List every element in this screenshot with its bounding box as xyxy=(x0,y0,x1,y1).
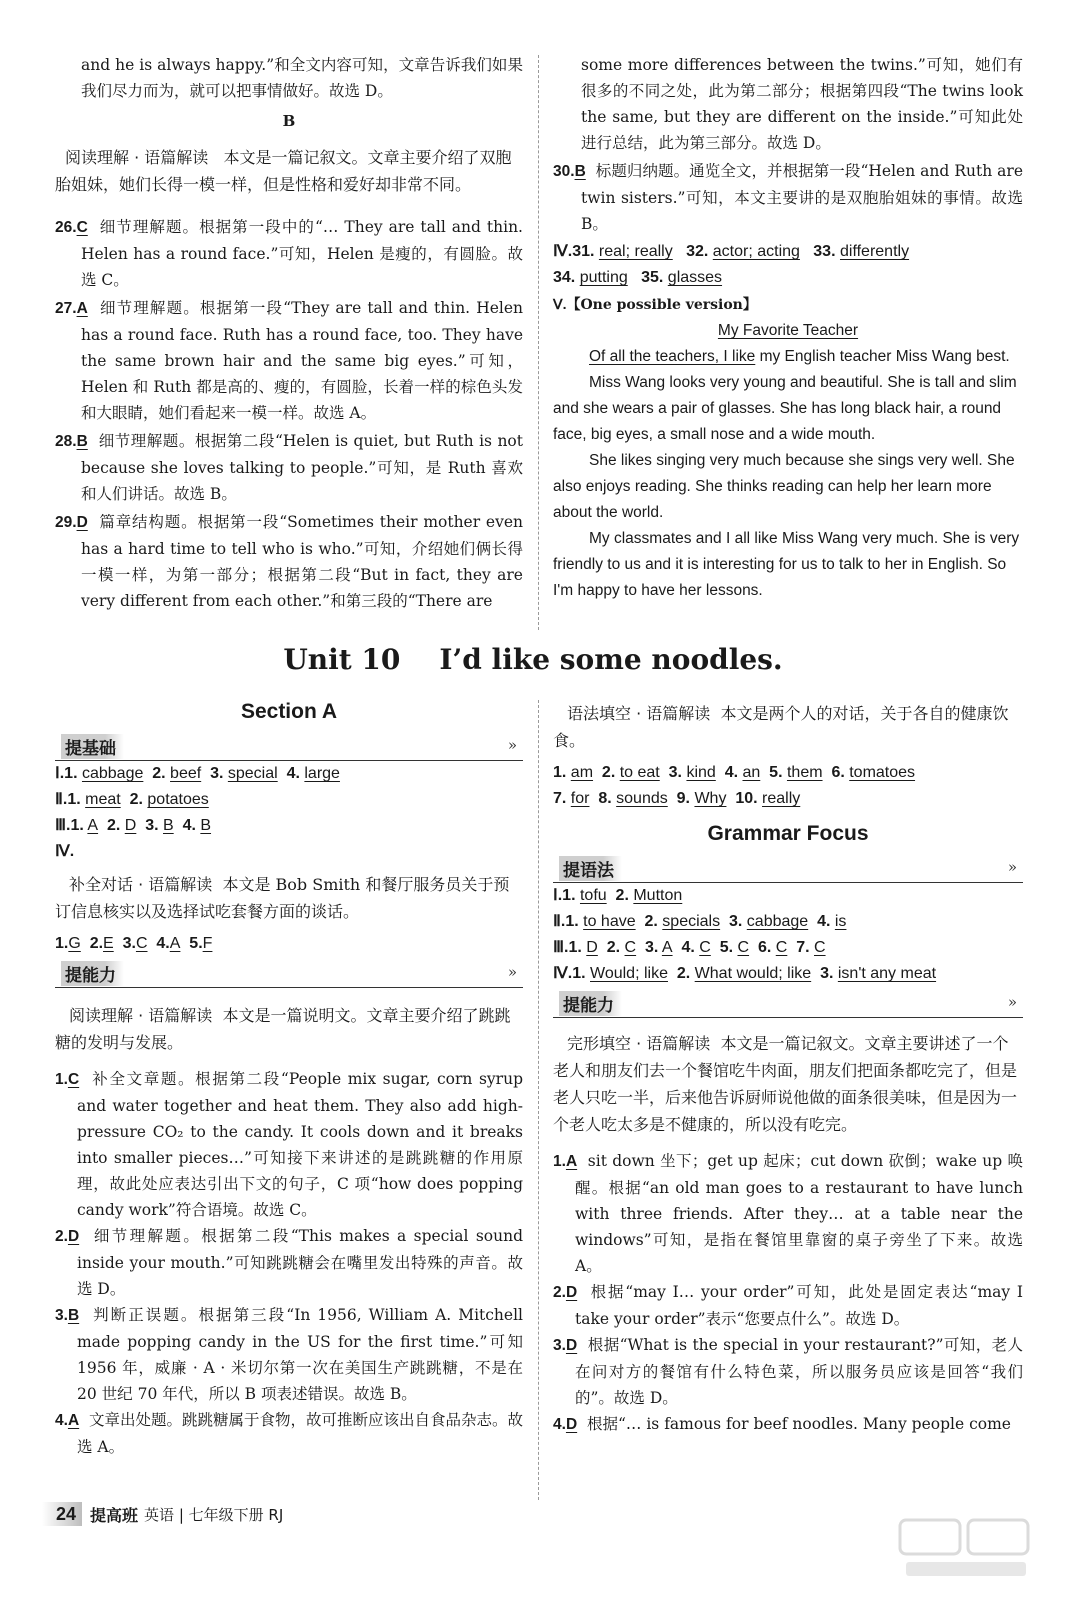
answer-letter: B xyxy=(574,163,586,180)
right-bottom-column xyxy=(553,700,1023,1438)
part-v-header: Ⅴ.【One possible version】 xyxy=(553,296,757,313)
page-number: 24 xyxy=(42,1502,82,1526)
answer-30: 30.B 标题归纳题。通览全文，并根据第一段“Helen and Ruth are twin sisters.”可知，本文主要讲的是双胞胎姐妹的事情。故选 B。 xyxy=(553,162,1024,233)
grammar-fill-intro: 语法填空 · 语篇解读 本文是两个人的对话，关于各自的健康饮食。 xyxy=(553,704,1009,750)
grammar-bar: 提语法 » xyxy=(553,856,1023,883)
part-iii-answers: Ⅲ.1. A 2. D 3. B 4. B xyxy=(55,817,212,834)
part-iv-answers: Ⅳ.31. real; really 32. actor; acting 33. differently xyxy=(553,243,910,260)
left-bottom-column xyxy=(55,700,523,1460)
answer-b3: 3.D 根据“What is the special in your restaurant?”可知，老人在问对方的餐馆有什么特色菜，所以服务员应该是回答“我们的”。故选 D。 xyxy=(553,1336,1024,1407)
intro-text: 本文是一篇记叙文。文章主要介绍了双胞胎姐妹，她们长得一模一样，但是性格和爱好却非常不同。 xyxy=(55,148,512,194)
unit-title: Unit 10 I’d like some noodles. xyxy=(283,643,783,676)
part-ii-answers: Ⅱ.1. meat 2. potatoes xyxy=(55,791,209,808)
section-b-label: B xyxy=(282,112,296,130)
reading-intro xyxy=(55,144,523,198)
grammar-fill-answers-1: 1. am 2. to eat 3. kind 4. an 5. them 6. tomatoes xyxy=(553,764,916,781)
column-divider xyxy=(538,55,539,630)
essay-paragraph-1: Of all the teachers, I like my English teacher Miss Wang best. xyxy=(589,348,1010,365)
basic-bar xyxy=(55,734,523,761)
answer-28: 28.B 细节理解题。根据第二段“Helen is quiet, but Ruth is not because she loves talking to people.”可知，是 Ruth 喜欢和人们讲话。故选 B。 xyxy=(55,432,523,503)
answer-29: 29.D 篇章结构题。根据第一段“Sometimes their mother even has a hard time to tell who is who.”可知，介绍她们俩长得一模一样，为第一部分；根据第二段“But in fact, they are very different from each other.”和第三段的“There are xyxy=(55,513,524,610)
double-chevron-icon: » xyxy=(507,736,517,754)
ability-bar-right: 提能力 » xyxy=(553,991,1023,1018)
double-chevron-icon: » xyxy=(1007,993,1017,1011)
continued-paragraph: and he is always happy.”和全文内容可知，文章告诉我们如果我们尽力而为，就可以把事情做好。故选 D。 xyxy=(81,56,523,100)
essay-title: My Favorite Teacher xyxy=(717,322,859,339)
answer-a4: 4.A 文章出处题。跳跳糖属于食物，故可推断应该出自食品杂志。故选 A。 xyxy=(55,1411,524,1456)
answer-b1: 1.A sit down 坐下；get up 起床；cut down 砍倒；wake up 唤醒。根据“an old man goes to a restaurant to have lunch with three friends. After they… at a table near the windows”可知，是指在餐馆里靠窗的桌子旁坐了下来。故选 A。 xyxy=(553,1152,1023,1275)
watermark-logo-icon xyxy=(896,1512,1036,1582)
answer-a1: 1.C 补全文章题。根据第二段“People mix sugar, corn syrup and water together and heat them. They also add high-pressure CO₂ to the candy. It cools down and it breaks into smaller pieces…”可知接下来讲述的是跳跳糖的作用原理，故此处应表达引出下文的句子，C 项“how does popping candy work”符合语境。故选 C。 xyxy=(55,1070,523,1219)
grammar-iii-answers: Ⅲ.1. D 2. C 3. A 4. C 5. C 6. C 7. C xyxy=(553,939,826,956)
book-brand: 提高班 xyxy=(90,1505,139,1525)
grammar-ii-answers: Ⅱ.1. to have 2. specials 3. cabbage 4. is xyxy=(553,913,847,930)
bar-label: 提基础 xyxy=(61,734,124,759)
dialogue-intro: 补全对话 · 语篇解读 本文是 Bob Smith 和餐厅服务员关于预订信息核实以及选择试吃套餐方面的谈话。 xyxy=(55,875,510,921)
continued-paragraph: some more differences between the twins.”可知，她们有很多的不同之处，此为第二部分；根据第四段“The twins look the same, but they are different on the inside.”可知此处进行总结，此为第三部分。故选 D。 xyxy=(581,56,1023,152)
right-top-column xyxy=(553,52,1023,604)
answer-27: 27.A 细节理解题。根据第一段“They are tall and thin. Helen has a round face. Ruth has a round face, too. They have the same brown hair and the same big eyes.”可知，Helen 和 Ruth 都是高的、瘦的，有圆脸，长着一样的棕色头发和大眼睛，她们看起来一模一样。故选 A。 xyxy=(55,299,523,422)
answer-b4: 4.D 根据“… is famous for beef noodles. Many people come xyxy=(553,1415,1011,1433)
double-chevron-icon: » xyxy=(1007,858,1017,876)
dialogue-answers: 1.G 2.E 3.C 4.A 5.F xyxy=(55,935,213,952)
page-footer xyxy=(42,1502,283,1526)
grammar-fill-answers-2: 7. for 8. sounds 9. Why 10. really xyxy=(553,790,801,807)
grammar-iv-answers: Ⅳ.1. Would; like 2. What would; like 3. isn't any meat xyxy=(553,965,937,982)
answer-b2: 2.D 根据“may I… your order”可知，此处是固定表达“may I take your order”表示“您要点什么”。故选 D。 xyxy=(553,1283,1024,1328)
ability-bar: 提能力 » xyxy=(55,961,523,988)
column-divider-lower xyxy=(538,700,539,1500)
reading-intro-2: 阅读理解 · 语篇解读 本文是一篇说明文。文章主要介绍了跳跳糖的发明与发展。 xyxy=(55,1006,511,1052)
answer-letter: B xyxy=(76,433,88,450)
answer-26: 26.C 细节理解题。根据第一段中的“… They are tall and thin. Helen has a round face.”可知，Helen 是瘦的，有圆脸。故选 C。 xyxy=(55,218,523,289)
section-a-title: Section A xyxy=(240,700,338,723)
left-top-column xyxy=(55,52,523,614)
grammar-focus-title: Grammar Focus xyxy=(707,822,869,845)
answer-letter: D xyxy=(76,514,88,531)
essay-paragraph-2: Miss Wang looks very young and beautiful. She is tall and slim and she wears a pair of glasses. She has long black hair, a round face, big eyes, a small nose and a wide mouth. xyxy=(553,374,1017,443)
part-iv-answers-2: 34. putting 35. glasses xyxy=(553,269,723,286)
answer-a3: 3.B 判断正误题。根据第三段“In 1956, William A. Mitchell made popping candy in the US for the first time.”可知 1956 年，威廉 · A · 米切尔第一次在美国生产跳跳糖，不是在 20 世纪 70 年代，所以 B 项表述错误。故选 B。 xyxy=(55,1306,524,1403)
essay-paragraph-3: She likes singing very much because she sings very well. She also enjoys reading. She thinks reading can help her learn more about the world. xyxy=(553,452,1015,521)
intro-label: 阅读理解 · 语篇解读 xyxy=(65,148,209,167)
book-subject: 英语 | 七年级下册 RJ xyxy=(144,1505,284,1524)
part-i-answers: Ⅰ.1. cabbage 2. beef 3. special 4. large xyxy=(55,765,340,782)
part-iv-label: Ⅳ. xyxy=(55,843,75,860)
cloze-intro: 完形填空 · 语篇解读 本文是一篇记叙文。文章主要讲述了一个老人和朋友们去一个餐馆吃牛肉面，朋友们把面条都吃完了，但是老人只吃一半，后来他告诉厨师说他做的面条很美味，但是因为一个老人吃太多是不健康的，所以没有吃完。 xyxy=(553,1034,1018,1134)
double-chevron-icon: » xyxy=(507,963,517,981)
answer-letter: C xyxy=(76,219,88,236)
essay-paragraph-4: My classmates and I all like Miss Wang very much. She is very friendly to us and it is interesting for us to talk to her in English. So I'm happy to have her lessons. xyxy=(553,530,1020,599)
answer-a2: 2.D 细节理解题。根据第二段“This makes a special sound inside your mouth.”可知跳跳糖会在嘴里发出特殊的声音。故选 D。 xyxy=(55,1227,524,1298)
answer-letter: A xyxy=(76,300,88,317)
grammar-i-answers: Ⅰ.1. tofu 2. Mutton xyxy=(553,887,683,904)
